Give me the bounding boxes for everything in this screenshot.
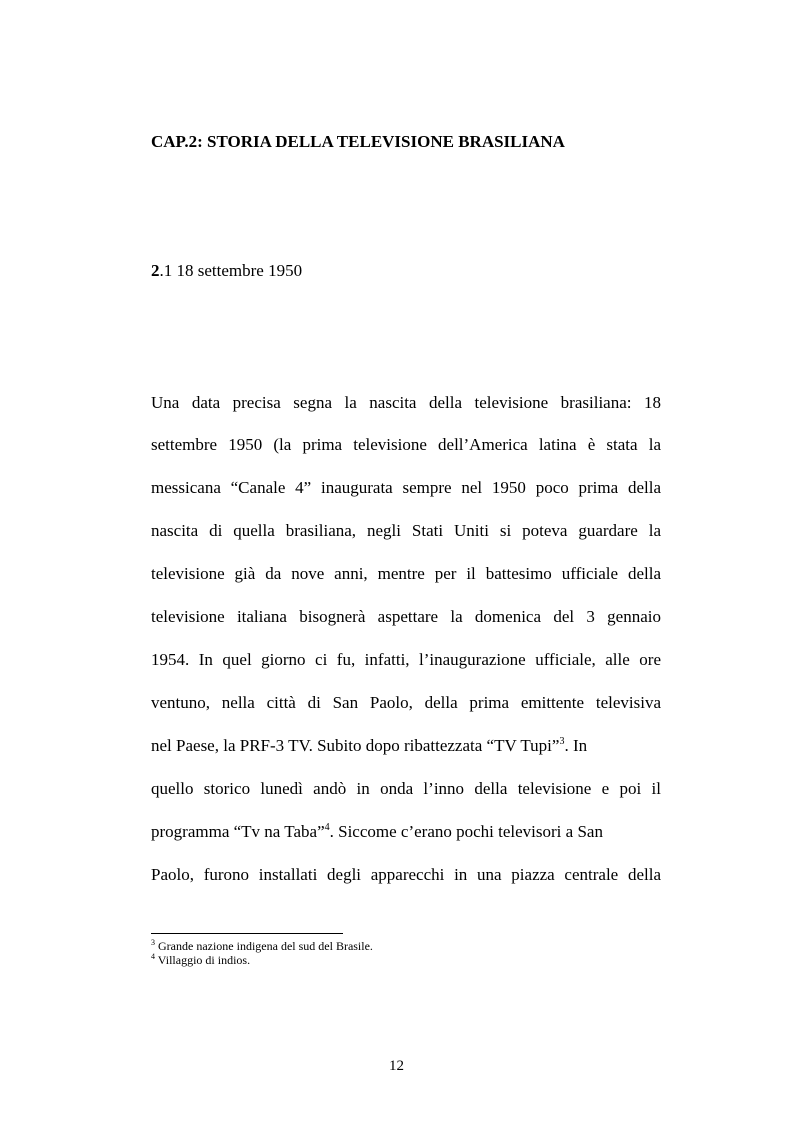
page-number: 12	[389, 1058, 404, 1074]
paragraph-line: quello storico lunedì andò in onda l’inno della televisione e poi il	[151, 779, 661, 798]
paragraph-line	[151, 735, 661, 757]
section-heading	[151, 261, 302, 281]
footnote	[151, 939, 373, 953]
chapter-title: CAP.2: STORIA DELLA TELEVISIONE BRASILIANA	[151, 132, 565, 151]
paragraph-line: messicana “Canale 4” inaugurata sempre nel 1950 poco prima della	[151, 478, 661, 497]
section-number: 2	[151, 261, 160, 280]
section-title: .1 18 settembre 1950	[159, 261, 303, 280]
paragraph-line: televisione già da nove anni, mentre per il battesimo ufficiale della	[151, 564, 661, 583]
paragraph-line: 1954. In quel giorno ci fu, infatti, l’inaugurazione ufficiale, alle ore	[151, 650, 661, 669]
paragraph-line: settembre 1950 (la prima televisione dell’America latina è stata la	[151, 435, 661, 454]
footnote-mark: 4	[151, 952, 155, 961]
paragraph-line	[151, 821, 661, 843]
footnote-text: Grande nazione indigena del sud del Brasile.	[158, 939, 373, 953]
paragraph-text: . Siccome c’erano pochi televisori a San	[329, 822, 603, 841]
paragraph-line: Paolo, furono installati degli apparecchi in una piazza centrale della	[151, 865, 661, 884]
paragraph-line: nascita di quella brasiliana, negli Stati Uniti si poteva guardare la	[151, 521, 661, 540]
paragraph-line-segment	[151, 735, 587, 757]
footnote-ref[interactable]: 3	[559, 736, 565, 747]
footnote-divider	[151, 933, 343, 934]
paragraph-text: programma “Tv na Taba”	[151, 822, 325, 841]
paragraph-text: nel Paese, la PRF-3 TV. Subito dopo ribattezzata “TV Tupi”	[151, 736, 560, 755]
footnote	[151, 953, 250, 967]
footnote-ref[interactable]: 4	[324, 822, 330, 833]
footnote-mark: 3	[151, 938, 155, 947]
footnote-text: Villaggio di indios.	[157, 953, 251, 967]
paragraph-line: ventuno, nella città di San Paolo, della prima emittente televisiva	[151, 693, 661, 712]
paragraph-text: . In	[564, 736, 588, 755]
paragraph-line: Una data precisa segna la nascita della televisione brasiliana: 18	[151, 393, 661, 412]
paragraph-line: televisione italiana bisognerà aspettare la domenica del 3 gennaio	[151, 607, 661, 626]
